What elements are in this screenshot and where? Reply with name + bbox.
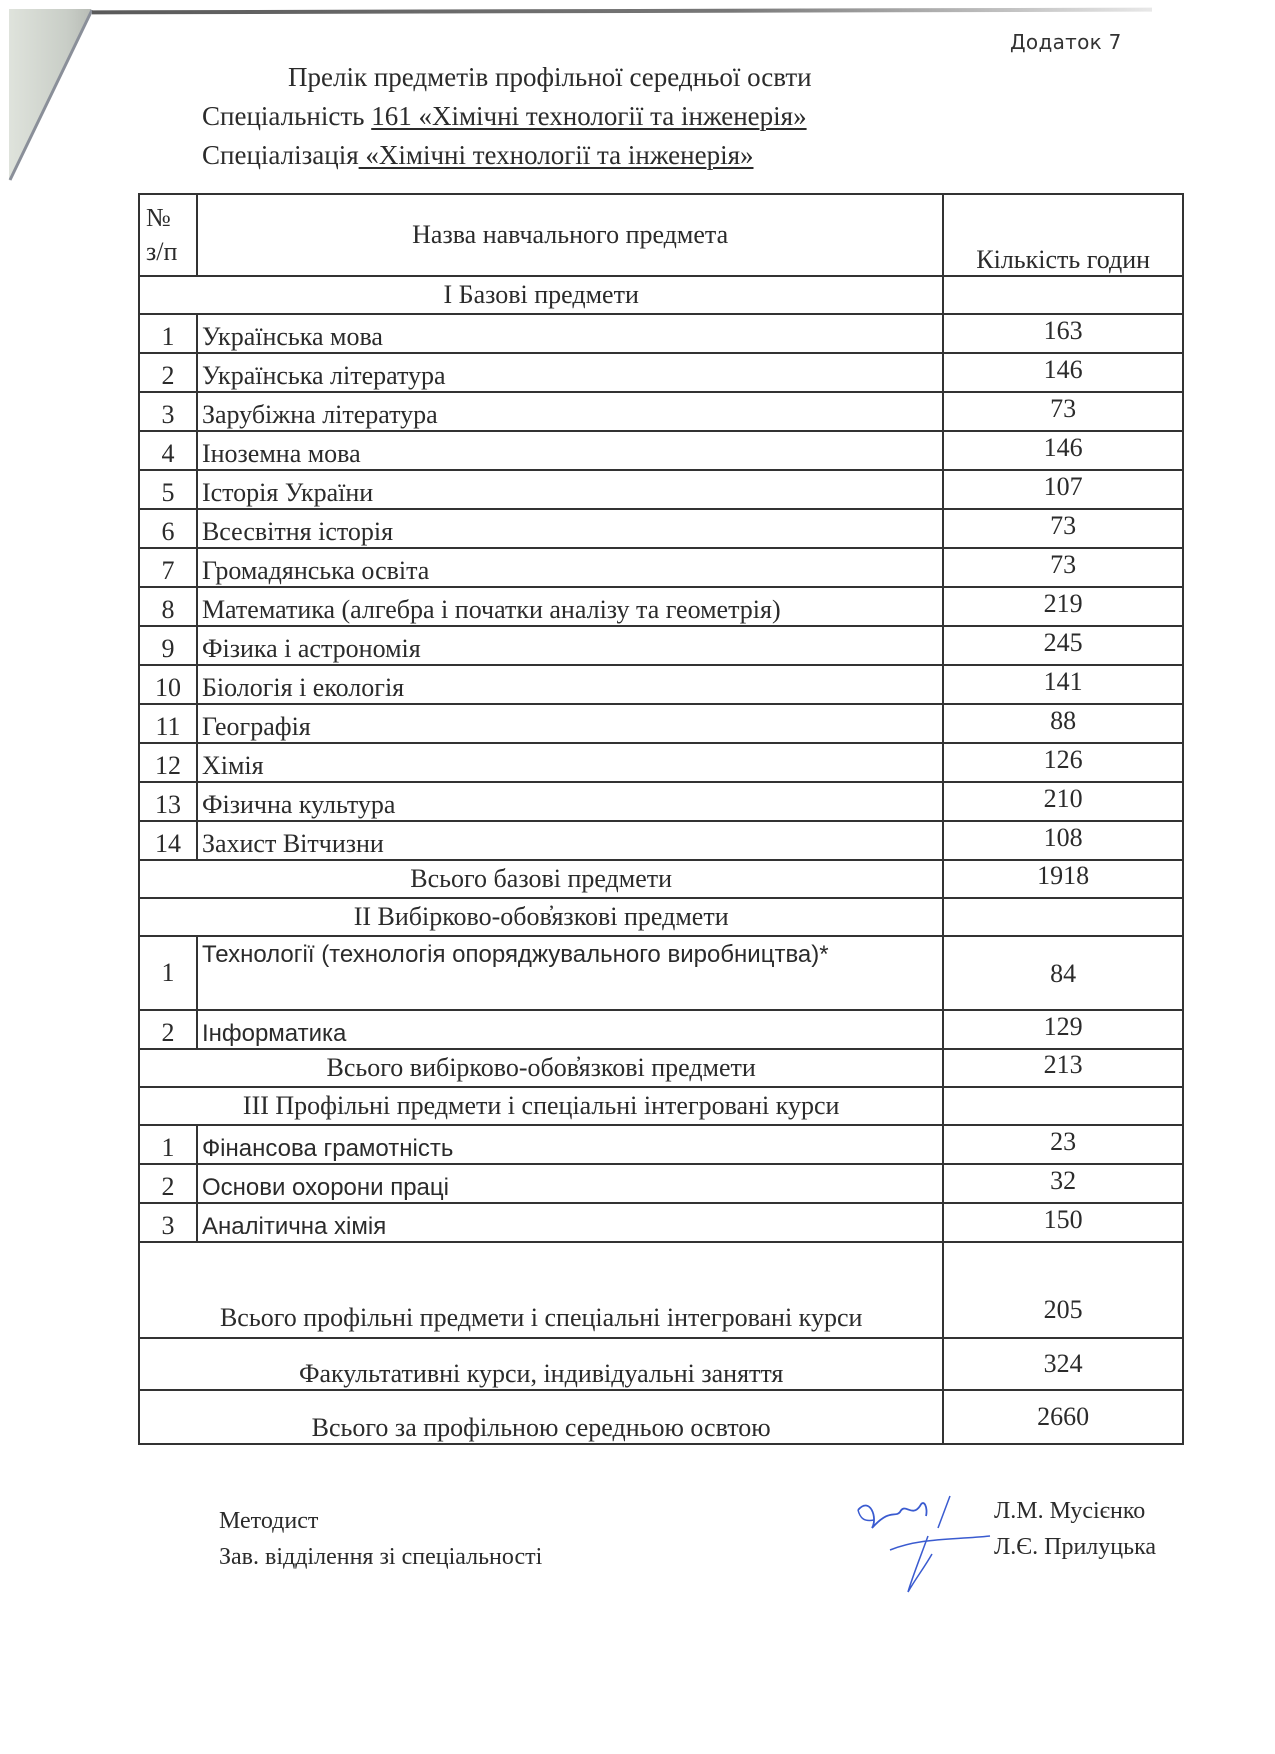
section-total-label: Всього профільні предмети і спеціальні інтегровані курси bbox=[139, 1242, 943, 1338]
table-row: 5 Історія України 107 bbox=[139, 470, 1183, 509]
section-title: ІІ Вибірково-обов̓язкові предмети bbox=[139, 898, 943, 936]
table-row: 9 Фізика і астрономія 245 bbox=[139, 626, 1183, 665]
table-row: 1 Фінансова грамотність 23 bbox=[139, 1125, 1183, 1164]
table-row: 12 Хімія 126 bbox=[139, 743, 1183, 782]
title-line-list: Прелік предметів профільної середньої освти bbox=[288, 62, 812, 92]
elective-row bbox=[139, 1338, 1183, 1390]
section-header-row bbox=[139, 276, 1183, 314]
table-row: 6 Всесвітня історія 73 bbox=[139, 509, 1183, 548]
scan-top-edge bbox=[92, 8, 1152, 15]
table-row: 1 Українська мова 163 bbox=[139, 314, 1183, 353]
grand-total-row bbox=[139, 1390, 1183, 1444]
section-total-hours: 1918 bbox=[943, 860, 1183, 898]
table-row: 11 Географія 88 bbox=[139, 704, 1183, 743]
specialization-label: Спеціалізація bbox=[202, 140, 359, 170]
table-row: 13 Фізична культура 210 bbox=[139, 782, 1183, 821]
section-total-hours: 213 bbox=[943, 1049, 1183, 1087]
section-total-row bbox=[139, 860, 1183, 898]
handwritten-signature-icon bbox=[850, 1488, 1000, 1598]
section-header-row bbox=[139, 898, 1183, 936]
title-line-specialization bbox=[202, 140, 754, 171]
section-total-label: Всього базові предмети bbox=[139, 860, 943, 898]
signatory-name-methodist: Л.М. Мусієнко bbox=[994, 1498, 1146, 1524]
section-hours-empty bbox=[943, 276, 1183, 314]
subjects-table bbox=[138, 193, 1184, 1445]
scan-fold-corner bbox=[9, 9, 91, 181]
table-row: 3 Аналітична хімія 150 bbox=[139, 1203, 1183, 1242]
section-total-label: Всього вибірково-обов̓язкові предмети bbox=[139, 1049, 943, 1087]
section-total-row bbox=[139, 1049, 1183, 1087]
signatory-name-head: Л.Є. Прилуцька bbox=[994, 1534, 1157, 1560]
grand-total-hours: 2660 bbox=[943, 1390, 1183, 1444]
specialty-value: 161 «Хімічні технології та інженерія» bbox=[371, 101, 807, 131]
specialization-value: «Хімічні технології та інженерія» bbox=[358, 140, 754, 170]
title-line-specialty bbox=[202, 101, 807, 132]
table-row: 2 Українська література 146 bbox=[139, 353, 1183, 392]
table-header-row bbox=[139, 194, 1183, 276]
signatory-role-head: Зав. відділення зі спеціальності bbox=[219, 1544, 543, 1570]
header-hours: Кількість годин bbox=[943, 194, 1183, 276]
table-row: 8 Математика (алгебра і початки аналізу та геометрія) 219 bbox=[139, 587, 1183, 626]
header-subject-name: Назва навчального предмета bbox=[197, 194, 943, 276]
table-row: 7 Громадянська освіта 73 bbox=[139, 548, 1183, 587]
section-title: І Базові предмети bbox=[139, 276, 943, 314]
section-total-row bbox=[139, 1242, 1183, 1338]
table-row: 14 Захист Вітчизни 108 bbox=[139, 821, 1183, 860]
section-hours-empty bbox=[943, 1087, 1183, 1125]
addendum-label: Додаток 7 bbox=[1010, 30, 1122, 54]
table-row: 2 Інформатика 129 bbox=[139, 1010, 1183, 1049]
table-row: 2 Основи охорони праці 32 bbox=[139, 1164, 1183, 1203]
table-row: 3 Зарубіжна література 73 bbox=[139, 392, 1183, 431]
grand-total-label: Всього за профільною середньою освтою bbox=[139, 1390, 943, 1444]
section-title: ІІІ Профільні предмети і спеціальні інтегровані курси bbox=[139, 1087, 943, 1125]
table-row: 10 Біологія і екологія 141 bbox=[139, 665, 1183, 704]
elective-label: Факультативні курси, індивідуальні заняття bbox=[139, 1338, 943, 1390]
section-total-hours: 205 bbox=[943, 1242, 1183, 1338]
elective-hours: 324 bbox=[943, 1338, 1183, 1390]
signatory-role-methodist: Методист bbox=[219, 1508, 319, 1534]
table-row: 4 Іноземна мова 146 bbox=[139, 431, 1183, 470]
section-header-row bbox=[139, 1087, 1183, 1125]
section-hours-empty bbox=[943, 898, 1183, 936]
table-row: 1 Технології (технологія опоряджувального виробництва)* 84 bbox=[139, 936, 1183, 1010]
header-number: № з/п bbox=[139, 194, 197, 276]
specialty-label: Спеціальність bbox=[202, 101, 372, 131]
